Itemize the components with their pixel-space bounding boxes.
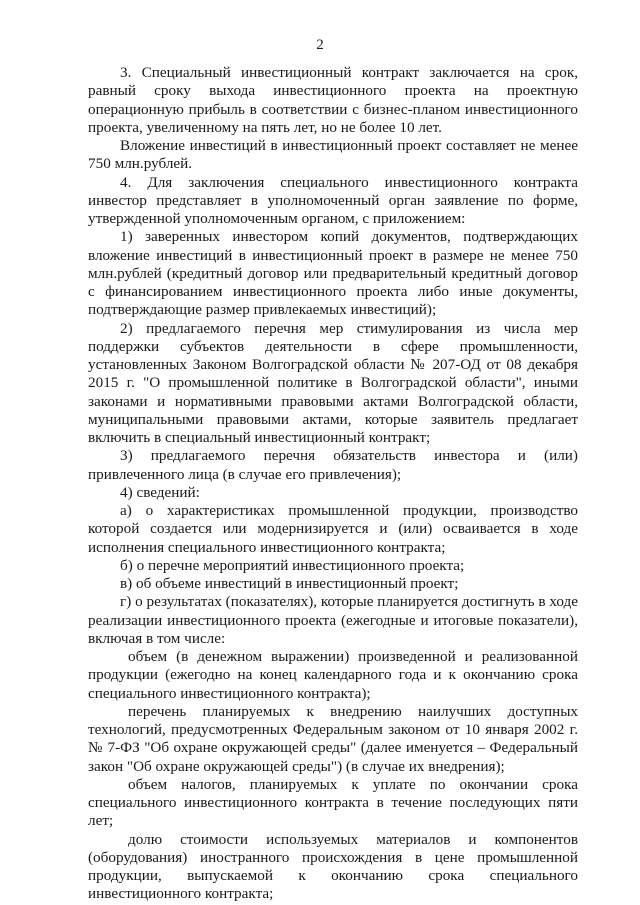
paragraph-subitem-v: в) об объеме инвестиций в инвестиционный проект; <box>120 575 459 592</box>
paragraph-best-technologies: перечень планируемых к внедрению наилучших доступных технологий, предусмотренных Федеральным законом от 10 января 2002 г. № 7-ФЗ "Об охране окружающей среды" (далее именуется – Федеральный закон "Об охране окружающей среды") (в случае их внедрения); <box>88 702 578 775</box>
paragraph-investment-amount: Вложение инвестиций в инвестиционный проект составляет не менее 750 млн.рублей. <box>88 137 578 173</box>
paragraph-item-3-obligations: 3) предлагаемого перечня обязательств инвестора и (или) привлеченного лица (в случае его привлечения); <box>88 447 578 483</box>
page-number: 2 <box>316 37 324 53</box>
paragraph-subitem-a: а) о характеристиках промышленной продукции, производство которой создается или модернизируется и (или) осваивается в ходе исполнения специального инвестиционного контракта; <box>88 502 578 556</box>
paragraph-production-volume: объем (в денежном выражении) произведенной и реализованной продукции (ежегодно на конец календарного года и к окончанию срока специального инвестиционного контракта); <box>88 648 578 702</box>
paragraph-subitem-b: б) о перечне мероприятий инвестиционного проекта; <box>120 556 465 574</box>
document-body <box>88 64 578 904</box>
paragraph-foreign-share: долю стоимости используемых материалов и компонентов (оборудования) иностранного происхождения в цене промышленной продукции, выпускаемой к окончанию срока специального инвестиционного контракта; <box>88 830 578 903</box>
paragraph-application-requirements: 4. Для заключения специального инвестиционного контракта инвестор представляет в уполномоченный орган заявление по форме, утвержденной уполномоченным органом, с приложением: <box>88 173 578 227</box>
paragraph-item-4-information: 4) сведений: <box>120 483 200 501</box>
paragraph-item-1-documents: 1) заверенных инвестором копий документов, подтверждающих вложение инвестиций в инвестиционный проект в размере не менее 750 млн.рублей (кредитный договор или предварительный кредитный договор с финансированием инвестиционного проекта либо иные документы, подтверждающие размер привлекаемых инвестиций); <box>88 228 578 319</box>
paragraph-contract-term: 3. Специальный инвестиционный контракт заключается на срок, равный сроку выхода инвестиционного проекта на проектную операционную прибыль в соответствии с бизнес-планом инвестиционного проекта, увеличенному на пять лет, но не более 10 лет. <box>88 64 578 136</box>
paragraph-subitem-g: г) о результатах (показателях), которые планируется достигнуть в ходе реализации инвестиционного проекта (ежегодные и итоговые показатели), включая в том числе: <box>88 593 578 647</box>
paragraph-item-2-measures: 2) предлагаемого перечня мер стимулирования из числа мер поддержки субъектов деятельности в сфере промышленности, установленных Законом Волгоградской области № 207-ОД от 08 декабря 2015 г. "О промышленной политике в Волгоградской области", иными законами и нормативными правовыми актами Волгоградской области, муниципальными правовыми актами, которые заявитель предлагает включить в специальный инвестиционный контракт; <box>88 319 578 446</box>
paragraph-taxes-volume: объем налогов, планируемых к уплате по окончании срока специального инвестиционного контракта в течение последующих пяти лет; <box>88 775 578 830</box>
